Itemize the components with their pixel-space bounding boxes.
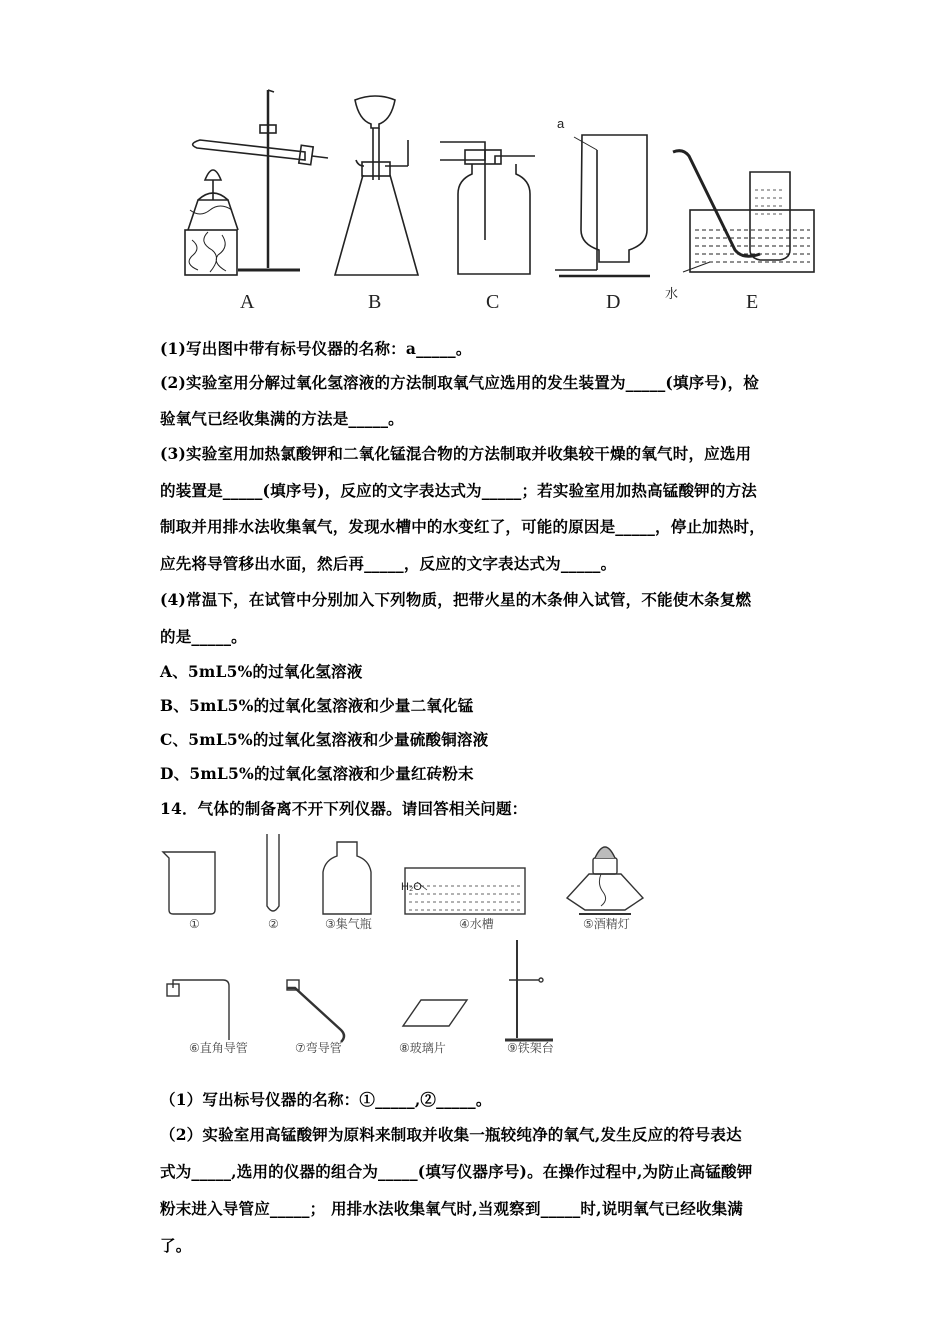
gas-jar-drawing — [323, 842, 371, 914]
q13-part2-line1: (2)实验室用分解过氧化氢溶液的方法制取氧气应选用的发生装置为_____(填序号)，检 — [160, 373, 759, 392]
apparatus-b — [335, 96, 418, 275]
q13-part3-line4: 应先将导管移出水面，然后再_____，反应的文字表达式为_____。 — [160, 554, 617, 573]
caption-2: ② — [268, 917, 279, 931]
caption-8: ⑧玻璃片 — [399, 1041, 446, 1055]
caption-9: ⑨铁架台 — [507, 1041, 554, 1055]
q14-part2-line3: 粉末进入导管应_____； 用排水法收集氧气时,当观察到_____时,说明氧气已经收集满 — [160, 1199, 743, 1218]
apparatus-e — [673, 151, 814, 272]
beaker-drawing — [163, 852, 215, 914]
q13-option-b: B、5mL5%的过氧化氢溶液和少量二氧化锰 — [160, 696, 474, 715]
q13-part2-line2: 验氧气已经收集满的方法是_____。 — [160, 409, 404, 428]
q14-part2-line4: 了。 — [160, 1236, 192, 1255]
alcohol-lamp-drawing — [567, 874, 643, 910]
q14-title: 14．气体的制备离不开下列仪器。请回答相关问题： — [160, 799, 528, 818]
figure1-label-b: B — [368, 291, 382, 313]
test-tube-drawing — [267, 834, 279, 911]
caption-7: ⑦弯导管 — [295, 1041, 342, 1055]
marker-a: a — [557, 116, 565, 131]
figure1-label-d: D — [606, 291, 621, 313]
q14-part1: （1）写出标号仪器的名称：①_____,②_____。 — [160, 1090, 492, 1109]
caption-1: ① — [189, 917, 200, 931]
q13-option-c: C、5mL5%的过氧化氢溶液和少量硫酸铜溶液 — [160, 730, 489, 749]
apparatus-d — [555, 135, 650, 276]
q13-part4-line2: 的是_____。 — [160, 627, 247, 646]
apparatus-figure-1 — [150, 80, 830, 320]
figure1-label-e: E — [746, 291, 759, 313]
q14-part2-line2: 式为_____,选用的仪器的组合为_____(填写仪器序号)。在操作过程中,为防止高锰酸钾 — [160, 1162, 753, 1181]
figure1-label-c: C — [486, 291, 500, 313]
q13-part3-line2: 的装置是_____(填序号)，反应的文字表达式为_____；若实验室用加热高锰酸钾的方法 — [160, 481, 757, 500]
q13-part3-line1: (3)实验室用加热氯酸钾和二氧化锰混合物的方法制取并收集较干燥的氧气时，应选用 — [160, 444, 752, 463]
right-angle-tube-drawing — [173, 980, 229, 1040]
iron-stand-drawing — [505, 940, 553, 1040]
h2o-label: H₂O — [401, 881, 422, 893]
apparatus-c — [440, 142, 535, 274]
apparatus-a — [185, 90, 328, 275]
figure1-label-a: A — [240, 291, 255, 313]
caption-6: ⑥直角导管 — [189, 1041, 248, 1055]
q13-part3-line3: 制取并用排水法收集氧气，发现水槽中的水变红了，可能的原因是_____，停止加热时， — [160, 517, 765, 536]
instruments-figure-2 — [155, 830, 675, 1060]
glass-plate-drawing — [403, 1000, 467, 1026]
caption-4: ④水槽 — [459, 917, 494, 931]
q13-option-a: A、5mL5%的过氧化氢溶液 — [160, 662, 363, 681]
q13-part4-line1: (4)常温下，在试管中分别加入下列物质，把带火星的木条伸入试管，不能使木条复燃 — [160, 590, 752, 609]
q13-option-d: D、5mL5%的过氧化氢溶液和少量红砖粉末 — [160, 764, 474, 783]
water-label: 水 — [665, 286, 679, 301]
caption-3: ③集气瓶 — [325, 917, 372, 931]
bent-tube-drawing — [287, 988, 344, 1042]
caption-5: ⑤酒精灯 — [583, 917, 630, 931]
trough-drawing — [405, 868, 525, 914]
q13-part1: (1)写出图中带有标号仪器的名称：a_____。 — [160, 339, 472, 358]
q14-part2-line1: （2）实验室用高锰酸钾为原料来制取并收集一瓶较纯净的氧气,发生反应的符号表达 — [160, 1125, 742, 1144]
